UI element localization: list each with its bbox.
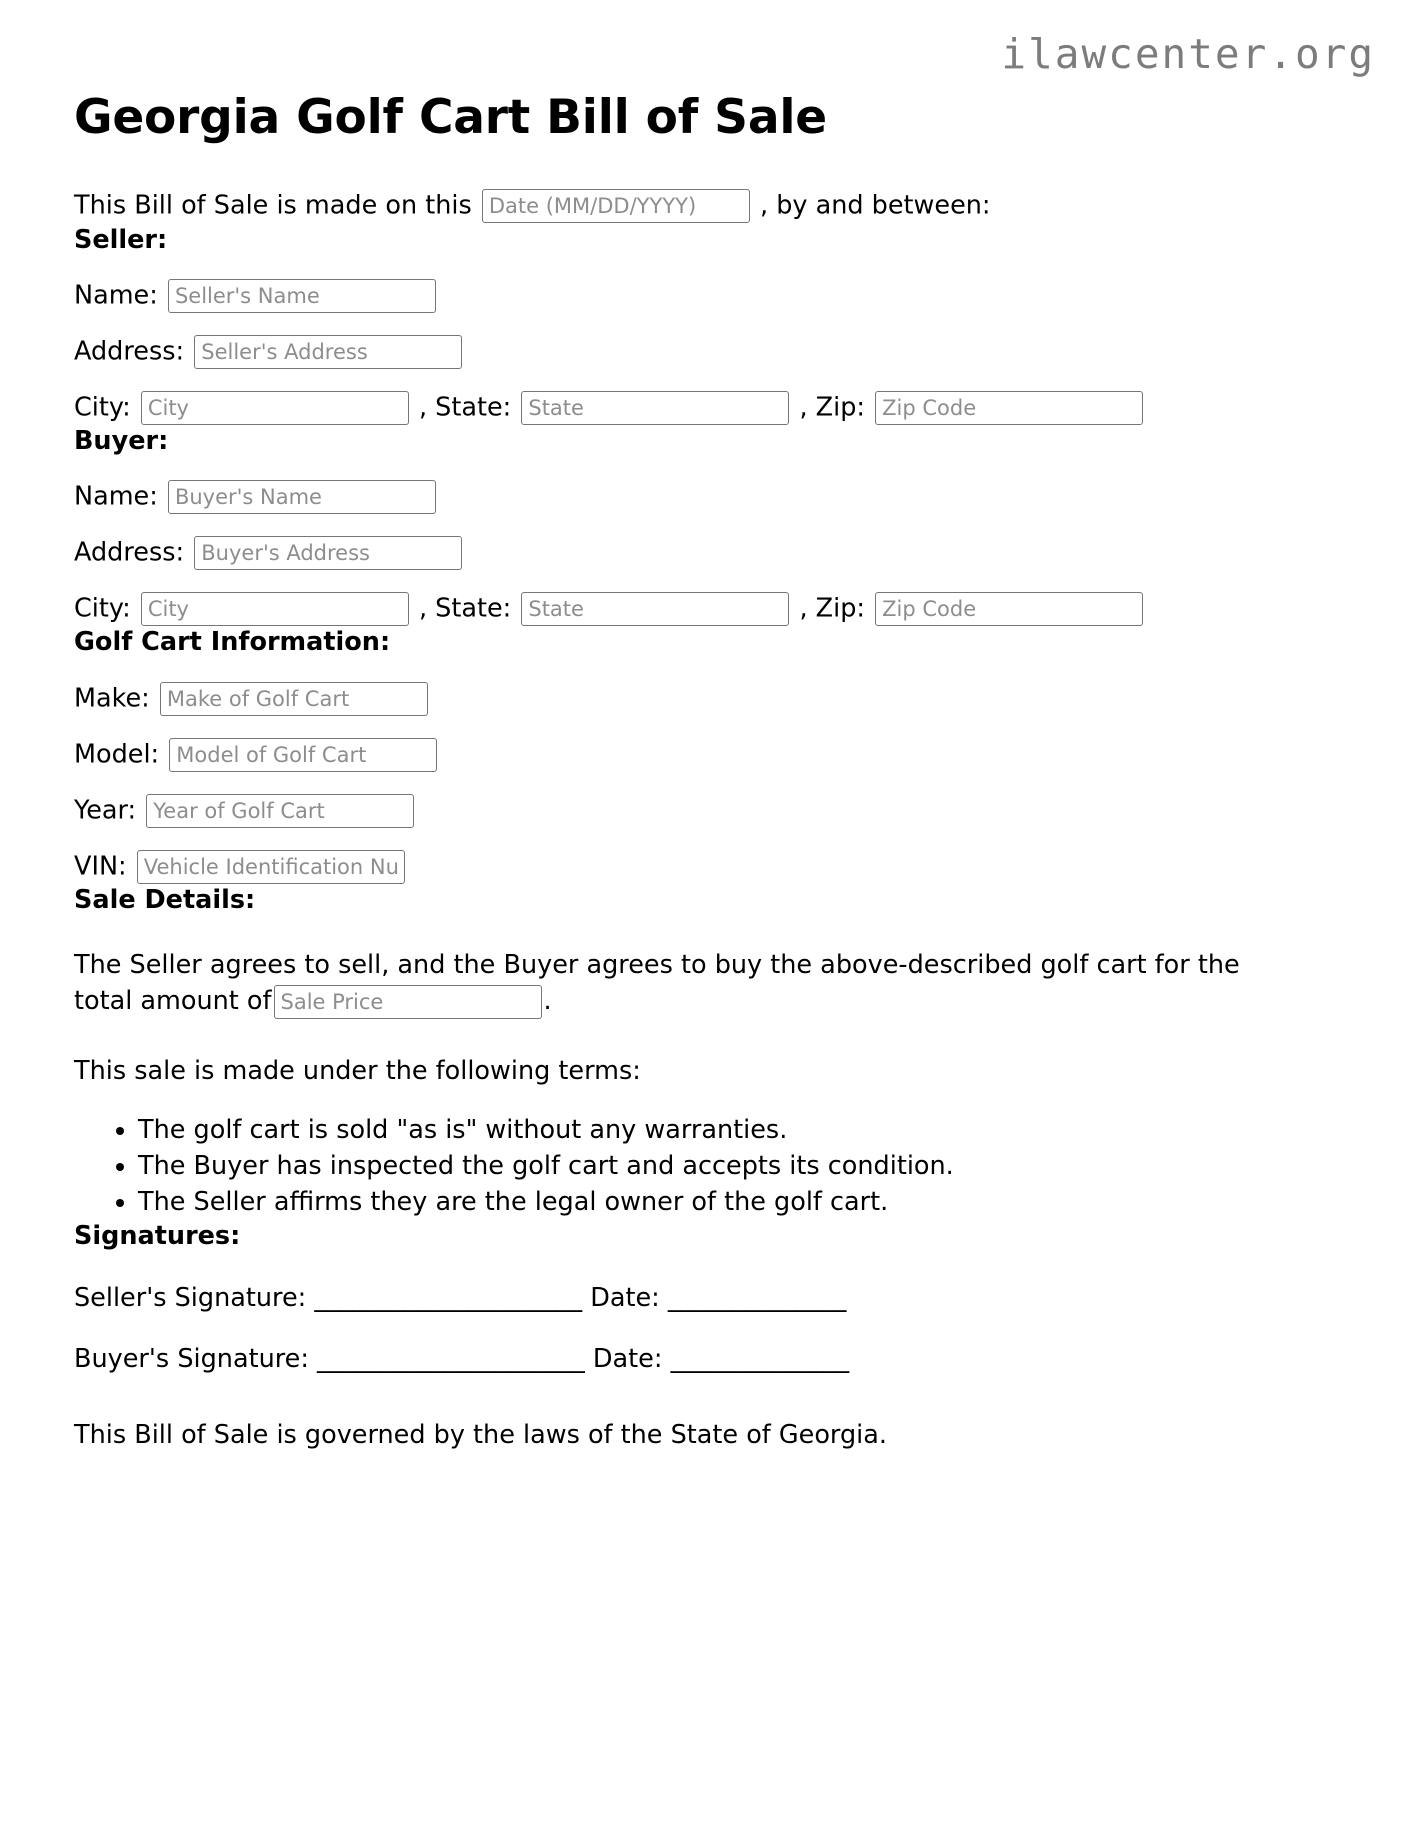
seller-name-row	[74, 279, 1344, 313]
seller-state-label: , State:	[418, 392, 512, 423]
sale-paragraph-text: The Seller agrees to sell, and the Buyer agrees to buy the above-described golf cart for the total amount of	[74, 949, 1240, 1017]
cart-year-input[interactable]	[146, 794, 414, 828]
date-input[interactable]	[482, 189, 750, 223]
document-content	[74, 0, 1344, 1454]
cart-vin-row	[74, 850, 1344, 884]
buyer-zip-label: , Zip:	[799, 594, 866, 625]
buyer-name-row	[74, 480, 1344, 514]
cart-vin-label: VIN:	[74, 851, 127, 882]
seller-zip-label: , Zip:	[799, 392, 866, 423]
intro-text-before: This Bill of Sale is made on this	[74, 190, 472, 221]
seller-address-input[interactable]	[194, 335, 462, 369]
buyer-city-input[interactable]	[141, 592, 409, 626]
terms-list	[74, 1112, 1344, 1221]
buyer-signature-label: Buyer's Signature:	[74, 1343, 309, 1374]
seller-date-label: Date:	[590, 1282, 660, 1313]
sale-paragraph-period: .	[543, 986, 552, 1017]
buyer-address-input[interactable]	[194, 536, 462, 570]
section-heading-buyer: Buyer:	[74, 426, 169, 457]
site-watermark: ilawcenter.org	[1001, 30, 1375, 78]
list-item: • The golf cart is sold "as is" without any warranties.	[138, 1112, 1344, 1148]
section-heading-sale-details: Sale Details:	[74, 884, 256, 915]
cart-year-label: Year:	[74, 795, 137, 826]
governing-law-text: This Bill of Sale is governed by the laws of the State of Georgia.	[74, 1419, 887, 1450]
buyer-name-input[interactable]	[168, 480, 436, 514]
buyer-signature-line[interactable]: _____________________	[317, 1343, 585, 1374]
buyer-city-label: City:	[74, 594, 131, 625]
buyer-city-state-zip-row	[74, 592, 1344, 626]
cart-year-row	[74, 794, 1344, 828]
seller-zip-input[interactable]	[875, 391, 1143, 425]
buyer-date-line[interactable]: ______________	[670, 1343, 850, 1374]
buyer-state-label: , State:	[418, 594, 512, 625]
cart-model-row	[74, 738, 1344, 772]
cart-model-label: Model:	[74, 739, 160, 770]
cart-make-row	[74, 682, 1344, 716]
terms-intro: This sale is made under the following terms:	[74, 1056, 641, 1087]
buyer-address-label: Address:	[74, 538, 185, 569]
seller-name-input[interactable]	[168, 279, 436, 313]
intro-line	[74, 187, 1344, 224]
list-item: • The Seller affirms they are the legal owner of the golf cart.	[138, 1184, 1344, 1220]
page-title: Georgia Golf Cart Bill of Sale	[74, 90, 827, 145]
buyer-date-label: Date:	[592, 1343, 663, 1374]
sale-amount-paragraph	[74, 947, 1264, 1020]
section-heading-signatures: Signatures:	[74, 1221, 241, 1252]
list-item: • The Buyer has inspected the golf cart and accepts its condition.	[138, 1148, 1344, 1184]
section-heading-seller: Seller:	[74, 225, 168, 256]
seller-signature-label: Seller's Signature:	[74, 1282, 307, 1313]
cart-make-label: Make:	[74, 683, 150, 714]
seller-state-input[interactable]	[521, 391, 789, 425]
buyer-signature-row	[74, 1343, 1344, 1376]
seller-date-line[interactable]: ______________	[667, 1282, 847, 1313]
seller-city-input[interactable]	[141, 391, 409, 425]
seller-name-label: Name:	[74, 280, 158, 311]
sale-price-input[interactable]	[274, 985, 542, 1019]
seller-city-label: City:	[74, 392, 131, 423]
cart-vin-input[interactable]	[137, 850, 405, 884]
seller-signature-row	[74, 1282, 1344, 1315]
seller-city-state-zip-row	[74, 391, 1344, 425]
cart-make-input[interactable]	[160, 682, 428, 716]
seller-signature-line[interactable]: _____________________	[314, 1282, 583, 1313]
cart-model-input[interactable]	[169, 738, 437, 772]
intro-text-after: , by and between:	[759, 190, 991, 221]
seller-address-label: Address:	[74, 336, 185, 367]
section-heading-golf-cart-information: Golf Cart Information:	[74, 627, 391, 658]
buyer-name-label: Name:	[74, 482, 158, 513]
seller-address-row	[74, 335, 1344, 369]
buyer-state-input[interactable]	[521, 592, 789, 626]
buyer-address-row	[74, 536, 1344, 570]
buyer-zip-input[interactable]	[875, 592, 1143, 626]
